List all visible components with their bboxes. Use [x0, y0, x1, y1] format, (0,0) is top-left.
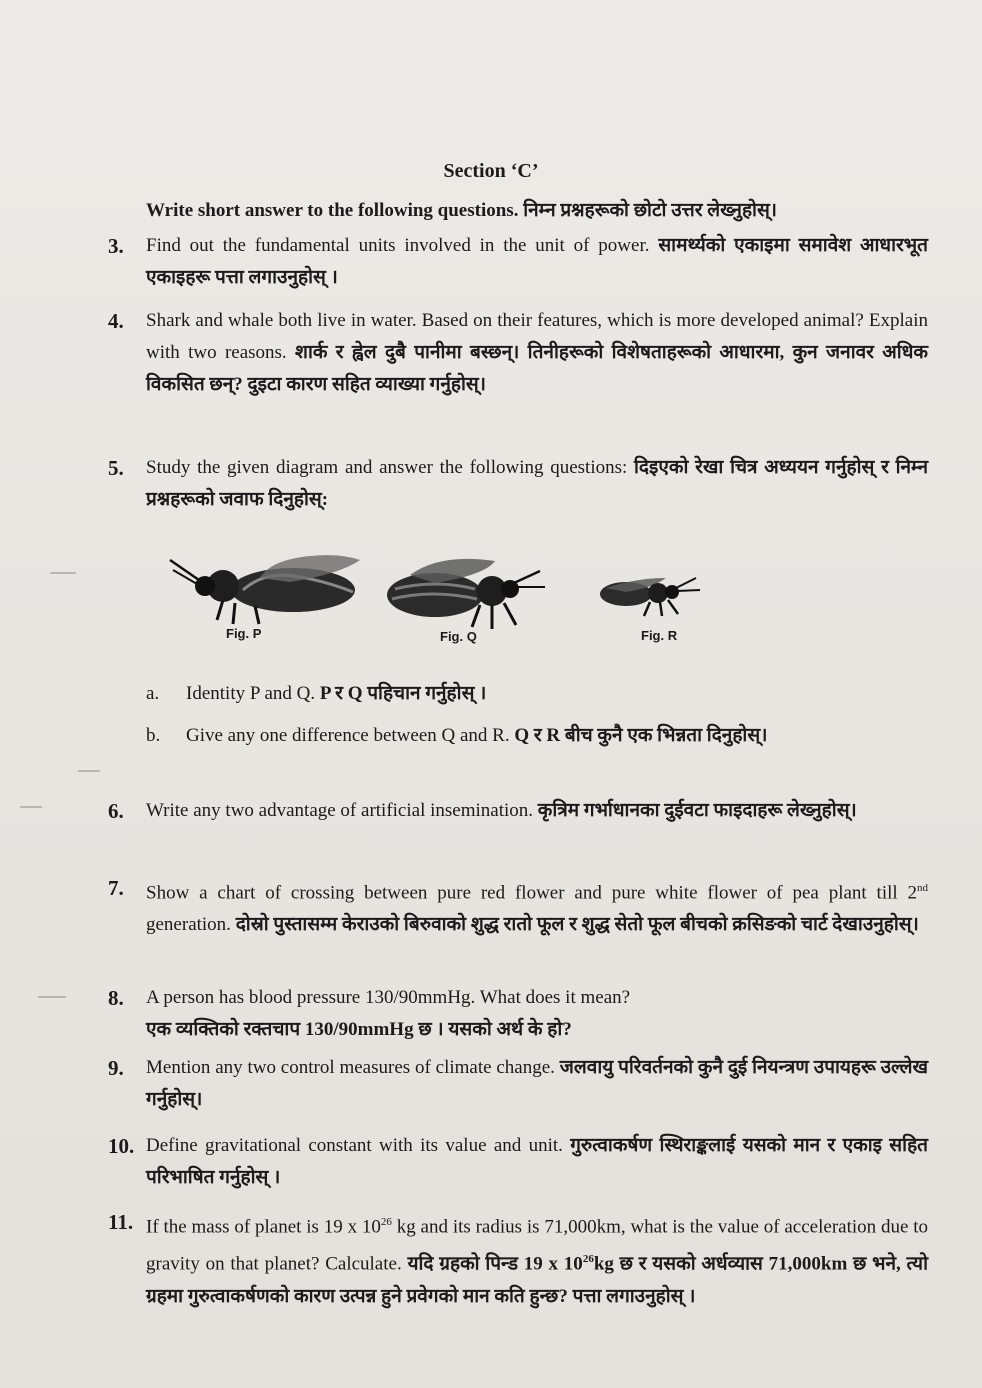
figure-label-p: Fig. P [226, 626, 262, 641]
question-number: 5. [108, 456, 124, 480]
question-text-ne: सामर्थ्यको एकाइमा समावेश आधारभूत एकाइहरू पत्ता लगाउनुहोस् । [146, 235, 928, 288]
superscript: 26 [380, 1216, 392, 1228]
question-text-ne: जलवायु परिवर्तनको कुनै दुई नियन्त्रण उपायहरू उल्लेख गर्नुहोस्। [146, 1057, 929, 1110]
question-text-en: Mention any two control measures of climate change. [146, 1057, 555, 1078]
question-number: 11. [108, 1210, 134, 1234]
question-4 [108, 305, 928, 401]
question-8 [108, 982, 928, 1046]
scan-mark [20, 806, 42, 808]
subquestion-b [146, 720, 886, 752]
question-number: 8. [108, 986, 124, 1010]
subquestion-text-en: Identity P and Q. [186, 683, 316, 704]
question-text-ne: शार्क र ह्वेल दुबै पानीमा बस्छन्। तिनीहरूको विशेषताहरूको आधारमा, कुन जनावर अधिक विकसित छन्? दुइटा कारण सहित व्याख्या गर्नुहोस्। [146, 342, 929, 395]
question-text-ne-cont: kg छ र यसको अर्धव्यास 71,000km छ भने, त्यो ग्रहमा गुरुत्वाकर्षणको कारण उत्पन्न हुने प्रवेगको मान कति हुन्छ? पत्ता लगाउनुहोस् । [146, 1253, 928, 1307]
scan-mark [78, 770, 100, 772]
instruction-ne: निम्न प्रश्नहरूको छोटो उत्तर लेख्नुहोस्। [523, 200, 778, 221]
question-text-en: Study the given diagram and answer the following questions: [146, 457, 628, 478]
question-text-en: Show a chart of crossing between pure red flower and pure white flower of pea plant till 2 [146, 882, 917, 904]
subquestion-a [146, 678, 886, 710]
figure-label-r: Fig. R [641, 628, 678, 643]
question-text-ne: दोस्रो पुस्तासम्म केराउको बिरुवाको शुद्ध रातो फूल र शुद्ध सेतो फूल बीचको क्रसिङको चार्ट देखाउनुहोस्। [235, 914, 919, 936]
scan-mark [38, 996, 66, 998]
question-text-ne: गुरुत्वाकर्षण स्थिराङ्कलाई यसको मान र एकाइ सहित परिभाषित गर्नुहोस् । [146, 1135, 928, 1188]
question-text-en: Find out the fundamental units involved in the unit of power. [146, 235, 650, 256]
question-6 [108, 795, 928, 827]
question-text-en: Shark and whale both live in water. Based on their features, which is more developed animal? Explain with two reasons. [146, 310, 928, 363]
instruction [146, 196, 936, 222]
question-text-en: A person has blood pressure 130/90mmHg. What does it mean? [146, 987, 631, 1008]
question-10 [108, 1130, 928, 1194]
question-3 [108, 230, 928, 294]
figure-label-q: Fig. Q [440, 629, 477, 644]
question-text-ne: कृत्रिम गर्भाधानका दुईवटा फाइदाहरू लेख्नुहोस्। [537, 800, 857, 821]
question-5 [108, 452, 928, 516]
question-9 [108, 1052, 928, 1116]
question-text-en-cont: kg and its radius is 71,000km, what is the value of acceleration due to gravity on that planet? Calculate. [146, 1216, 928, 1275]
queen-bee-icon [380, 553, 550, 631]
question-text-ne: एक व्यक्तिको रक्तचाप 130/90mmHg छ । यसको अर्थ के हो? [146, 1019, 572, 1040]
subquestion-letter: a. [146, 683, 160, 704]
question-number: 4. [108, 309, 124, 333]
instruction-en: Write short answer to the following questions. [146, 200, 519, 221]
question-number: 3. [108, 234, 124, 258]
subquestion-letter: b. [146, 725, 161, 746]
question-text-en-cont: generation. [146, 914, 231, 936]
section-title: Section ‘C’ [443, 160, 539, 182]
subquestion-text-en: Give any one difference between Q and R. [186, 725, 510, 746]
question-text-en: If the mass of planet is 19 x 10 [146, 1216, 381, 1238]
question-text-en: Define gravitational constant with its value and unit. [146, 1135, 563, 1156]
question-11 [108, 1206, 928, 1313]
drone-bee-icon [165, 548, 370, 628]
subquestion-text-ne: P र Q पहिचान गर्नुहोस् । [319, 683, 487, 704]
question-7 [108, 872, 928, 941]
question-text-ne: दिइएको रेखा चित्र अध्ययन गर्नुहोस् र निम्न प्रश्नहरूको जवाफ दिनुहोस्: [146, 457, 928, 510]
superscript: nd [917, 882, 928, 894]
scan-mark [50, 572, 76, 574]
question-text-en: Write any two advantage of artificial insemination. [146, 800, 534, 821]
superscript: 26 [582, 1253, 594, 1266]
question-number: 6. [108, 799, 124, 823]
question-number: 9. [108, 1056, 124, 1080]
question-number: 10. [108, 1134, 135, 1158]
question-text-ne: यदि ग्रहको पिन्ड 19 x 10 [407, 1253, 583, 1275]
subquestion-text-ne: Q र R बीच कुनै एक भिन्नता दिनुहोस्। [514, 725, 768, 746]
worker-bee-icon [592, 568, 704, 620]
question-number: 7. [108, 876, 124, 900]
